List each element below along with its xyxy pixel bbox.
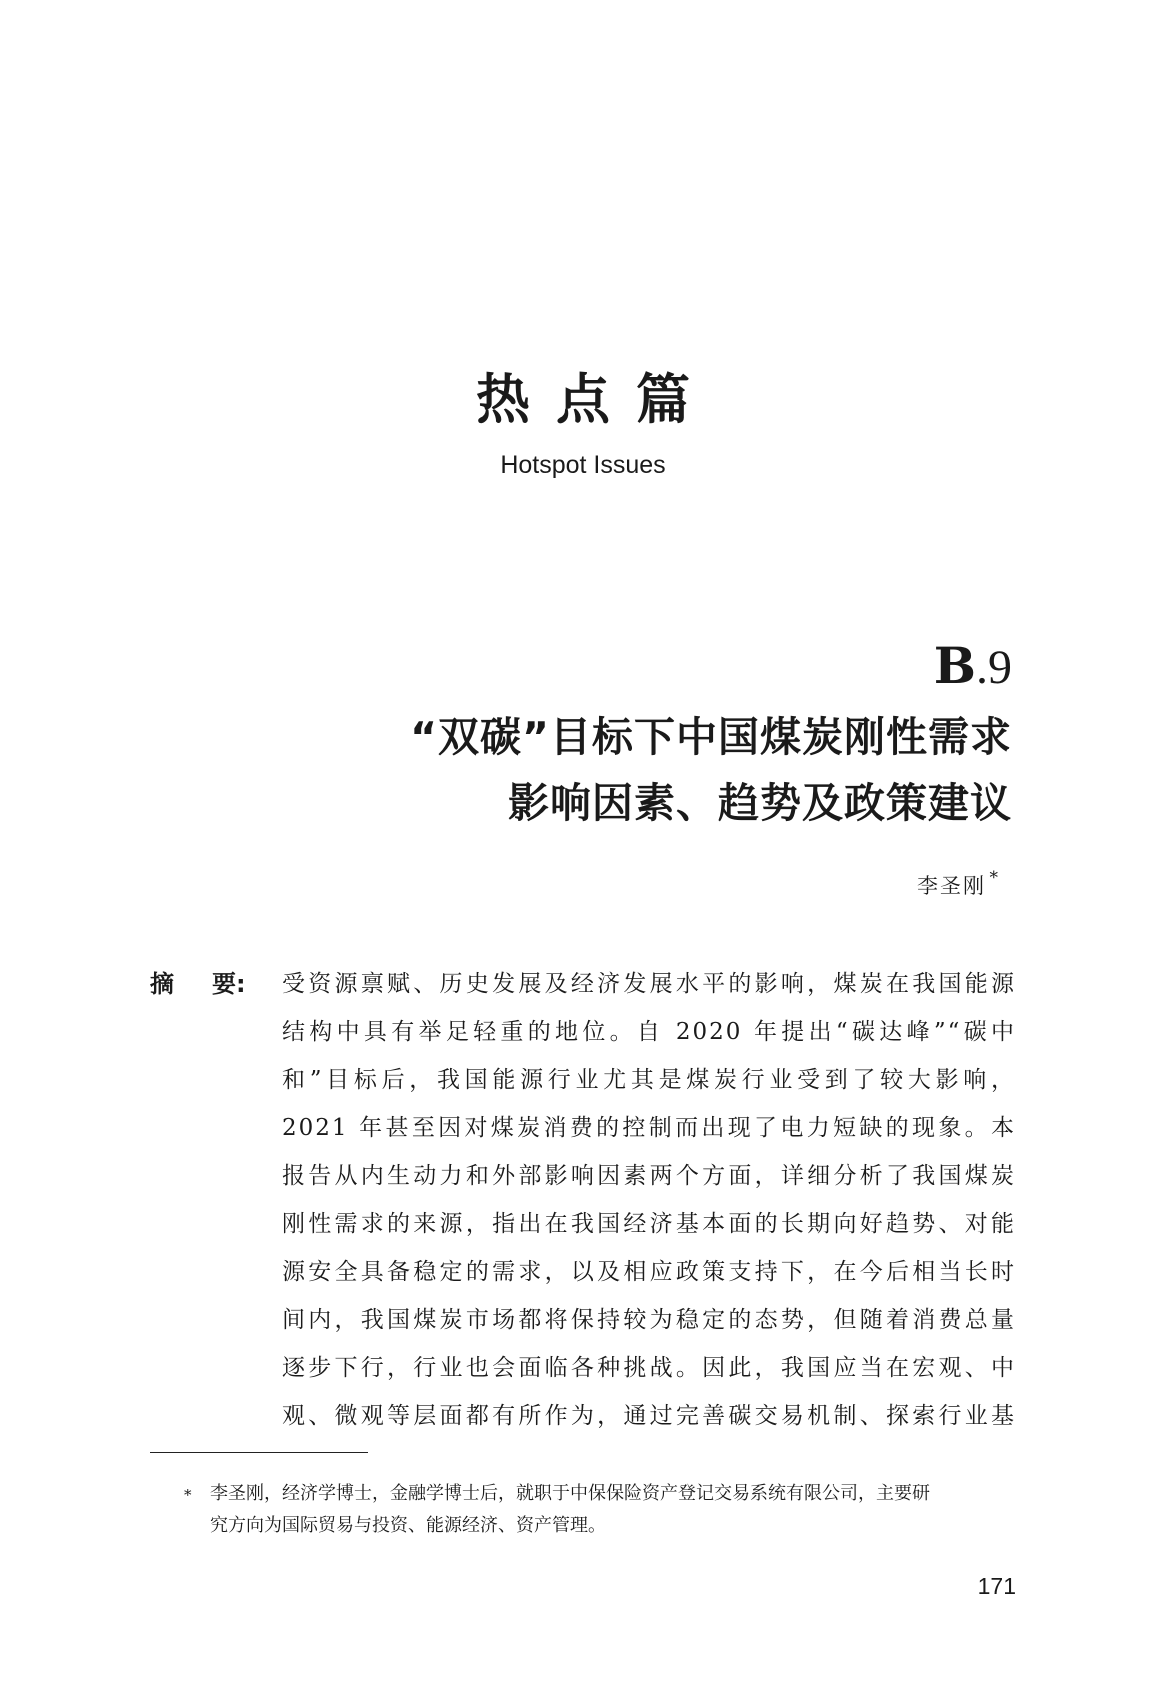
abstract-line: 刚性需求的来源，指出在我国经济基本面的长期向好趋势、对能	[282, 1211, 1016, 1237]
section-subtitle: Hotspot Issues	[500, 451, 666, 479]
chapter-number	[934, 638, 1012, 706]
abstract-line: 源安全具备稳定的需求，以及相应政策支持下，在今后相当长时	[282, 1259, 1016, 1285]
footnote-line: 李圣刚，经济学博士，金融学博士后，就职于中保保险资产登记交易系统有限公司，主要研	[210, 1483, 930, 1504]
abstract-body	[282, 960, 1016, 1440]
abstract-line: 受资源禀赋、历史发展及经济发展水平的影响，煤炭在我国能源	[282, 971, 1016, 997]
abstract-line: 观、微观等层面都有所作为，通过完善碳交易机制、探索行业基	[282, 1403, 1016, 1429]
footnote-divider	[150, 1452, 368, 1453]
abstract-label-second: 要:	[212, 970, 246, 998]
author-footnote-mark: *	[989, 868, 1000, 888]
author-text: 李圣刚	[917, 874, 986, 898]
page-number: 171	[977, 1573, 1016, 1599]
chapter-letter: B	[933, 636, 976, 695]
abstract-line: 结构中具有举足轻重的地位。自 2020 年提出“碳达峰”“碳中	[282, 1019, 1016, 1045]
article-title-line: “双碳”目标下中国煤炭刚性需求	[410, 713, 1012, 761]
abstract-line: 2021 年甚至因对煤炭消费的控制而出现了电力短缺的现象。本	[282, 1115, 1016, 1141]
abstract-line: 报告从内生动力和外部影响因素两个方面，详细分析了我国煤炭	[282, 1163, 1016, 1189]
abstract-label	[150, 960, 246, 1008]
footnote-mark: *	[184, 1486, 192, 1504]
author-name	[917, 868, 1000, 900]
article-title-line: 影响因素、趋势及政策建议	[508, 779, 1012, 827]
abstract-line: 逐步下行，行业也会面临各种挑战。因此，我国应当在宏观、中	[282, 1355, 1016, 1381]
abstract-label-first: 摘	[150, 970, 174, 998]
article-title	[152, 704, 1012, 836]
abstract-line: 和”目标后，我国能源行业尤其是煤炭行业受到了较大影响，	[282, 1067, 1016, 1093]
footnote	[184, 1478, 1016, 1542]
abstract-line: 间内，我国煤炭市场都将保持较为稳定的态势，但随着消费总量	[282, 1307, 1016, 1333]
section-title: 热点篇	[476, 368, 716, 431]
footnote-line: 究方向为国际贸易与投资、能源经济、资产管理。	[210, 1515, 606, 1536]
chapter-index: .9	[976, 641, 1012, 694]
